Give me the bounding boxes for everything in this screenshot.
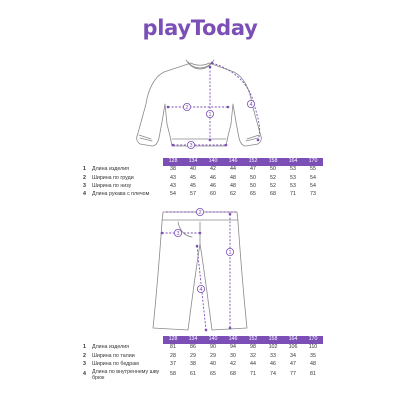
table-row: 2 Ширина по груди 43 45 46 48 50 52 53 54 xyxy=(83,174,316,181)
bottom-size-col: 152 xyxy=(243,336,263,344)
bottom-size-header-row xyxy=(83,336,323,344)
top-size-col: 164 xyxy=(283,158,303,166)
table-row: 4 Длина рукава с плечом 54 57 60 62 65 68 71 73 xyxy=(83,191,316,197)
pants-marker-3: 3 xyxy=(176,231,180,237)
bottom-size-col: 170 xyxy=(303,336,323,344)
sweater-marker-1: 1 xyxy=(208,112,212,118)
bottom-size-col: 164 xyxy=(283,336,303,344)
table-row: 1 Длина изделия 81 86 90 94 98 102 106 110 xyxy=(83,344,318,351)
top-size-col: 134 xyxy=(183,158,203,166)
top-size-col: 128 xyxy=(163,158,183,166)
bottom-size-col: 158 xyxy=(263,336,283,344)
top-size-col: 146 xyxy=(223,158,243,166)
pants-marker-2: 2 xyxy=(198,210,202,216)
bottom-size-col: 134 xyxy=(183,336,203,344)
sweater-outline xyxy=(137,63,262,146)
bottom-size-table xyxy=(83,336,323,382)
top-size-col: 170 xyxy=(303,158,323,166)
table-row: 4 Длина по внутреннему шву брюк 58 61 65 68 71 74 77 81 xyxy=(83,368,316,382)
table-row: 2 Ширина по талии 28 29 29 30 32 33 34 35 xyxy=(83,352,316,359)
sweater-marker-4: 4 xyxy=(249,102,253,108)
brand-logo-text: playToday xyxy=(142,16,258,40)
table-row: 1 Длина изделия 38 40 42 44 47 50 53 55 xyxy=(83,166,316,173)
bottom-size-col: 146 xyxy=(223,336,243,344)
top-size-table xyxy=(83,158,323,199)
sweater-marker-2: 2 xyxy=(185,105,189,111)
sweater-marker-3: 3 xyxy=(189,143,193,149)
top-size-col: 140 xyxy=(203,158,223,166)
pants-marker-1: 1 xyxy=(228,250,232,256)
table-row: 3 Ширина по низу 43 45 46 48 50 52 53 54 xyxy=(83,182,316,189)
bottom-size-col: 140 xyxy=(203,336,223,344)
top-size-header-row xyxy=(83,158,323,166)
bottom-size-col: 128 xyxy=(163,336,183,344)
top-size-col: 158 xyxy=(263,158,283,166)
top-size-col: 152 xyxy=(243,158,263,166)
table-row: 3 Ширина по бедрам 37 38 40 42 44 46 47 48 xyxy=(83,360,316,367)
pants-marker-4: 4 xyxy=(199,287,203,293)
